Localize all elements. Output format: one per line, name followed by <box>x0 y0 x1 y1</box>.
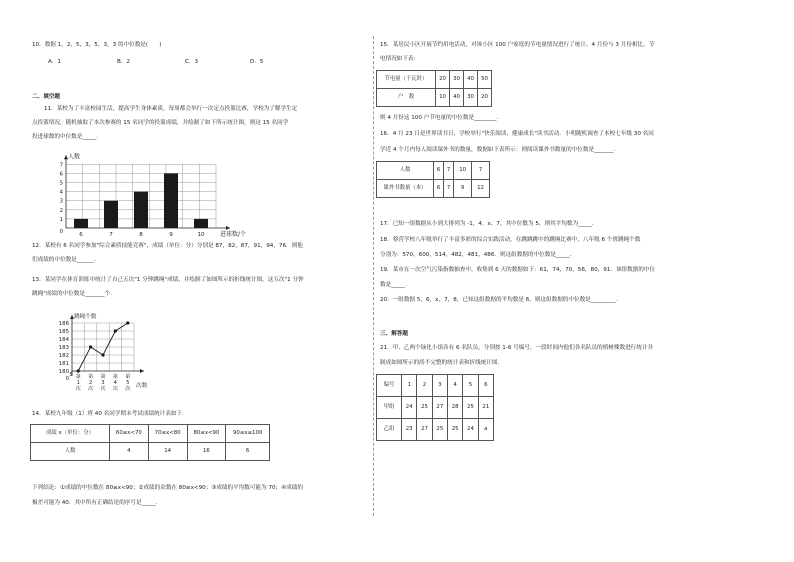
table-cell: 4 <box>447 375 462 397</box>
y-tick-label: 181 <box>58 361 69 367</box>
table-cell: 10 <box>454 162 472 180</box>
q10-option-a: A．1 <box>48 59 61 65</box>
table-cell: 40 <box>464 71 478 89</box>
x-axis-label: 次数 <box>136 383 148 389</box>
q14-stem: 14．某校九年级（1）班 40 名同学期末考试成绩统计表如下． <box>32 411 188 417</box>
table-cell: 25 <box>432 419 447 441</box>
table-cell: 4 <box>110 443 149 461</box>
table-cell: 14 <box>148 443 187 461</box>
table-row <box>377 397 494 419</box>
q10-option-c: C．3 <box>185 59 199 65</box>
q13-line2: 跳绳"成绩的中位数是_______个． <box>32 291 116 297</box>
data-point <box>89 345 92 348</box>
q17-text: 17．已知一组数据从小到大排列为 -1，4，x，7，其中位数为 5，则其平均数为_____． <box>380 221 598 227</box>
q11-line3: 投进球数的中位数是_____． <box>32 134 102 140</box>
table-cell: 90≤x≤100 <box>226 425 270 443</box>
table-cell: 30 <box>450 71 464 89</box>
x-tick-label: 第 <box>100 374 106 380</box>
x-tick-label: 4 <box>113 380 117 386</box>
table-cell: 50 <box>478 71 492 89</box>
table-cell: 7 <box>444 162 454 180</box>
x-tick-label: 5 <box>126 380 130 386</box>
table-cell: 28 <box>447 397 462 419</box>
q14-line1: 下列结论：①成绩的中位数在 80≤x<90；②成绩的众数在 80≤x<90；③成绩的平均数可能为 70；④成绩的 <box>32 485 303 491</box>
table-cell: 乙组 <box>377 419 402 441</box>
x-tick-label: 第 <box>88 374 94 380</box>
table-cell: 30 <box>464 89 478 107</box>
q16-line2: 学近 4 个月内每人阅读课外书的数量，数据如下表所示：则阅读课外书数量的中位数是_______． <box>380 147 620 153</box>
table-cell: 人数 <box>31 443 110 461</box>
table-cell: 6 <box>226 443 270 461</box>
data-point <box>77 369 80 372</box>
table-cell: 课外书数量（本） <box>377 180 434 198</box>
x-tick-label: 8 <box>139 232 143 238</box>
table-cell: 16 <box>187 443 226 461</box>
y-tick-label: 185 <box>58 329 69 335</box>
y-tick-label: 184 <box>58 337 69 343</box>
table-row <box>377 419 494 441</box>
table-cell: 25 <box>447 419 462 441</box>
y-tick-label: 6 <box>59 171 63 178</box>
table-cell: 25 <box>417 397 432 419</box>
q19-line1: 19．某市在一次空气污染指数抽查中，收集到 6 天的数据如下：61，74，70，56，80，91．该组数据的中位 <box>380 267 656 273</box>
table-row <box>377 162 490 180</box>
table-cell: 40 <box>450 89 464 107</box>
y-tick-label: 1 <box>59 216 63 223</box>
x-axis-arrow <box>140 369 144 373</box>
q14-score-table <box>30 424 270 461</box>
table-cell: 21 <box>478 397 493 419</box>
y-tick-label: 186 <box>58 321 69 327</box>
table-cell: 2 <box>417 375 432 397</box>
table-row <box>31 425 270 443</box>
table-cell: 5 <box>463 375 478 397</box>
table-cell: 编号 <box>377 375 402 397</box>
x-tick-label: 次 <box>88 386 94 392</box>
section-3-title: 三、解答题 <box>380 331 408 337</box>
q10-stem: 10．数据 1，2，5，3，5，3，3 的中位数是( ) <box>32 42 162 48</box>
origin-label: 0 <box>65 376 69 382</box>
table-cell: 6 <box>478 375 493 397</box>
x-tick-label: 9 <box>169 232 173 238</box>
table-cell: 12 <box>472 180 490 198</box>
y-tick-label: 180 <box>58 369 69 375</box>
x-tick-label: 10 <box>197 232 205 238</box>
origin-label: 0 <box>59 229 63 235</box>
y-tick-label: 5 <box>59 180 63 187</box>
x-tick-label: 次 <box>100 386 106 392</box>
x-tick-label: 2 <box>89 380 93 386</box>
table-cell: 80≤x<90 <box>187 425 226 443</box>
table-cell: 3 <box>432 375 447 397</box>
x-tick-label: 次 <box>125 386 131 392</box>
table-row <box>31 443 270 461</box>
q14-line2: 极差可能为 40．其中所有正确结论的序号是_____． <box>32 500 162 506</box>
table-cell: 节电量（千瓦时） <box>377 71 436 89</box>
q11-line1: 11．某校为了丰富校园生活，提高学生身体素质，每周都会举行一次定点投篮比赛，学校为了解学生定 <box>44 106 298 112</box>
table-cell: 70≤x<80 <box>148 425 187 443</box>
q15-line2: 电情况如下表： <box>380 56 420 62</box>
line-chart <box>30 0 370 560</box>
table-cell: 甲组 <box>377 397 402 419</box>
q21-tree-table <box>376 374 494 441</box>
section-2-title: 二、填空题 <box>32 94 60 100</box>
q10-option-d: D．5 <box>250 59 264 65</box>
table-cell: 24 <box>402 397 417 419</box>
q16-line1: 16．4 月 23 日是世界读书日，学校举行"快乐阅读，健康成长"读书活动．小明随机调查了本校七年级 30 名同 <box>380 131 654 137</box>
x-tick-label: 次 <box>112 386 118 392</box>
table-cell: 10 <box>436 89 450 107</box>
y-tick-label: 3 <box>59 198 63 205</box>
q12-line1: 12．某校有 6 名同学参加"综合素质技能竞赛"，成绩（单位：分）分别是 87，82，87，91，94，76．则他 <box>32 243 303 249</box>
table-cell: 23 <box>402 419 417 441</box>
q21-line1: 21．甲、乙两个绿化小组各有 6 名队员，分别按 1-6 号编号，一段时间内他们各名队员的植树棵数进行统计并 <box>380 345 654 351</box>
q18-line1: 18．蔡营学校八年级举行了丰富多彩的综合实践活动，在跳跳跳中的跳绳比赛中，八年级 6 个班跳绳个数 <box>380 237 641 243</box>
table-cell: 6 <box>434 162 444 180</box>
table-cell: 户 数 <box>377 89 436 107</box>
x-tick-label: 第 <box>75 374 81 380</box>
q10-option-b: B．2 <box>117 59 130 65</box>
y-tick-label: 2 <box>59 207 63 214</box>
q16-reading-table <box>376 161 490 198</box>
table-cell: 9 <box>454 180 472 198</box>
table-cell: 20 <box>478 89 492 107</box>
q15-line3: 则 4 月份这 100 户节电量的中位数是________． <box>380 115 503 121</box>
y-tick-label: 7 <box>59 162 63 169</box>
table-cell: 27 <box>432 397 447 419</box>
x-tick-label: 1 <box>76 380 80 386</box>
y-axis-label: 人数 <box>68 153 81 161</box>
table-cell: 人数 <box>377 162 434 180</box>
x-tick-label: 7 <box>109 232 113 238</box>
x-tick-label: 第 <box>112 374 118 380</box>
table-cell: 1 <box>402 375 417 397</box>
table-row <box>377 180 490 198</box>
table-cell: 7 <box>472 162 490 180</box>
column-divider <box>373 36 374 516</box>
x-tick-label: 3 <box>101 380 105 386</box>
q12-line2: 们成绩的中位数是______． <box>32 257 100 263</box>
x-tick-label: 第 <box>125 374 131 380</box>
x-tick-label: 6 <box>79 232 83 238</box>
q18-line2: 分别为：570，600，514，482，481，486．则这组数据的中位数是_____． <box>380 252 576 258</box>
table-cell: 20 <box>436 71 450 89</box>
y-axis-label: 跳绳个数 <box>74 314 97 320</box>
y-tick-label: 182 <box>58 353 69 359</box>
q19-line2: 数是_____． <box>380 282 411 288</box>
data-point <box>126 321 129 324</box>
table-cell: a <box>478 419 493 441</box>
table-row <box>377 71 492 89</box>
q15-power-table <box>376 70 492 107</box>
table-cell: 60≤x<70 <box>110 425 149 443</box>
table-cell: 成绩 x（单位：分） <box>31 425 110 443</box>
y-tick-label: 183 <box>58 345 69 351</box>
q11-line2: 点投篮情况，随机抽取了本次参赛的 15 名同学的投篮成绩，并绘制了如下所示统计图，则这 15 名同学 <box>32 120 289 126</box>
table-cell: 24 <box>463 419 478 441</box>
x-axis-label: 进球数/个 <box>220 231 247 238</box>
y-tick-label: 4 <box>59 189 63 196</box>
q20-text: 20．一组数据 5，6，x，7，8，已知这组数据的平均数是 6，则这组数据的中位数是_________． <box>380 297 622 303</box>
q13-line1: 13．某同学在体育训练中统计了自己五次"1 分钟跳绳"成绩，并绘制了如图所示的折线统计图，这五次"1 分钟 <box>32 277 304 283</box>
q15-line1: 15．某居民小区开展节约用电活动，对该小区 100 户家庭的节电量情况进行了统计，4 月份与 3 月份相比，节 <box>380 42 655 48</box>
table-row <box>377 89 492 107</box>
table-cell: 25 <box>463 397 478 419</box>
table-cell: 7 <box>444 180 454 198</box>
table-row <box>377 375 494 397</box>
table-cell: 6 <box>434 180 444 198</box>
data-point <box>114 329 117 332</box>
data-point <box>101 353 104 356</box>
x-tick-label: 次 <box>75 386 81 392</box>
q21-line2: 制成如图所示的尚不完整的统计表和折线统计图． <box>380 360 504 366</box>
table-cell: 27 <box>417 419 432 441</box>
